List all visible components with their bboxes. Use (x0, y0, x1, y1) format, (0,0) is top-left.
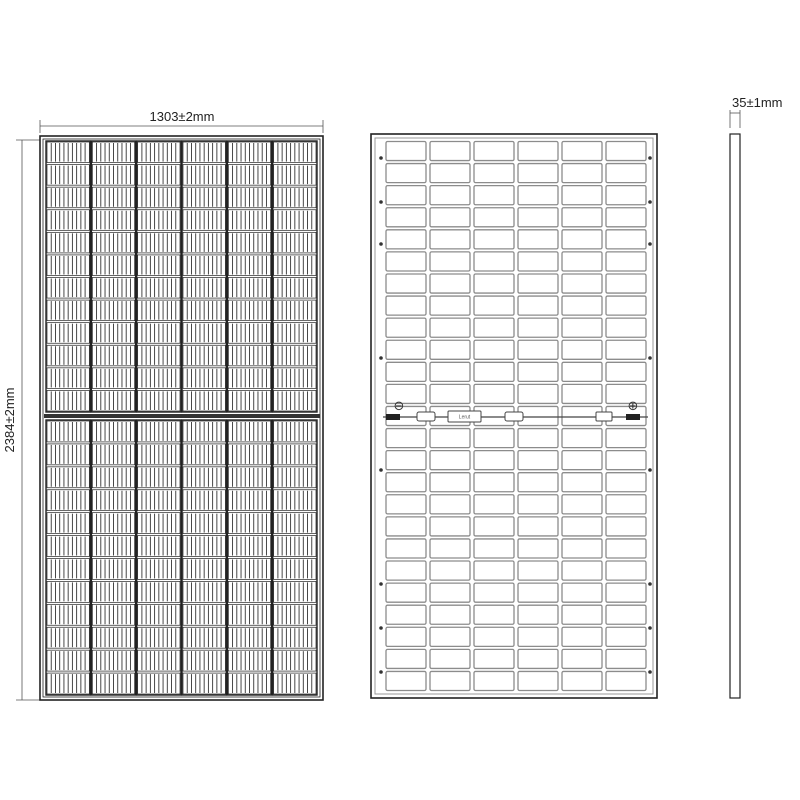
thickness-dimension (730, 95, 782, 128)
back-cell-outline (474, 429, 514, 448)
back-cell-outline (562, 252, 602, 271)
back-cell-outline (562, 539, 602, 558)
negative-connector (386, 414, 400, 420)
back-cell-outline (386, 142, 426, 161)
back-cell-outline (430, 142, 470, 161)
back-cell-outline (430, 340, 470, 359)
back-cell-outline (606, 473, 646, 492)
back-cell-outline (386, 517, 426, 536)
back-cell-outline (474, 164, 514, 183)
mounting-hole (648, 356, 652, 360)
mounting-hole (648, 200, 652, 204)
back-cell-outline (606, 362, 646, 381)
back-cell-outline (562, 384, 602, 403)
back-cell-outline (518, 539, 558, 558)
back-cell-outline (474, 627, 514, 646)
height-dimension (2, 140, 40, 700)
back-cell-outline (606, 164, 646, 183)
back-cell-outline (606, 340, 646, 359)
back-cell-outline (606, 208, 646, 227)
back-cell-outline (518, 583, 558, 602)
back-cell-outline (606, 539, 646, 558)
back-cell-outline (474, 671, 514, 690)
back-cell-outline (562, 186, 602, 205)
back-cell-outline (430, 539, 470, 558)
back-cell-outline (606, 561, 646, 580)
back-cell-outline (474, 208, 514, 227)
back-cell-outline (606, 671, 646, 690)
back-cell-outline (430, 495, 470, 514)
back-cell-outline (386, 384, 426, 403)
back-view-panel (371, 134, 657, 698)
back-cell-outline (562, 164, 602, 183)
back-cell-outline (386, 649, 426, 668)
back-cell-outline (562, 473, 602, 492)
back-cell-outline (386, 252, 426, 271)
back-cell-outline (430, 362, 470, 381)
back-cell-outline (606, 230, 646, 249)
back-cell-outline (474, 539, 514, 558)
back-cell-outline (474, 340, 514, 359)
back-cell-outline (562, 429, 602, 448)
back-cell-outline (562, 208, 602, 227)
back-cell-outline (386, 495, 426, 514)
back-cell-outline (430, 627, 470, 646)
cable-harness (383, 411, 648, 422)
back-cell-outline (474, 561, 514, 580)
back-cell-outline (606, 451, 646, 470)
back-cell-outline (518, 384, 558, 403)
back-cell-outline (562, 142, 602, 161)
back-cell-outline (430, 517, 470, 536)
back-cell-outline (562, 517, 602, 536)
back-cell-outline (386, 164, 426, 183)
positive-connector-body (596, 412, 612, 421)
back-cell-outline (606, 429, 646, 448)
front-view-panel (40, 136, 323, 700)
mounting-hole (379, 626, 383, 630)
back-cell-outline (562, 274, 602, 293)
back-cell-outline (386, 451, 426, 470)
back-cell-outline (518, 473, 558, 492)
back-cell-outline (518, 164, 558, 183)
back-cell-outline (518, 451, 558, 470)
back-cell-outline (430, 429, 470, 448)
junction-box-label: Lerut (458, 414, 471, 421)
mounting-hole (648, 670, 652, 674)
back-cell-outline (386, 208, 426, 227)
back-cell-outline (606, 318, 646, 337)
back-cell-outline (518, 649, 558, 668)
width-label: 1303±2mm (149, 109, 215, 124)
back-cell-outline (430, 671, 470, 690)
back-cell-outline (474, 142, 514, 161)
back-cell-outline (386, 340, 426, 359)
back-cell-outline (606, 252, 646, 271)
back-cell-outline (430, 274, 470, 293)
back-cell-outline (474, 362, 514, 381)
mounting-hole (379, 242, 383, 246)
mounting-hole (379, 582, 383, 586)
back-cell-outline (430, 318, 470, 337)
back-cell-outline (430, 605, 470, 624)
back-cell-outline (386, 230, 426, 249)
back-cell-outline (606, 274, 646, 293)
back-cell-outline (474, 649, 514, 668)
back-cell-outline (518, 495, 558, 514)
back-cell-outline (386, 561, 426, 580)
thickness-label: 35±1mm (732, 95, 783, 110)
back-cell-outline (430, 252, 470, 271)
back-cell-outline (606, 296, 646, 315)
back-cell-outline (562, 362, 602, 381)
side-frame (730, 134, 740, 698)
back-cell-outline (562, 230, 602, 249)
back-cell-outline (386, 318, 426, 337)
back-cell-outline (518, 340, 558, 359)
back-cell-outline (386, 274, 426, 293)
back-cell-outline (430, 164, 470, 183)
back-cell-outline (562, 649, 602, 668)
back-cell-outline (474, 384, 514, 403)
back-cell-outline (518, 208, 558, 227)
back-cell-outline (518, 252, 558, 271)
back-cell-outline (606, 384, 646, 403)
back-cell-outline (606, 186, 646, 205)
junction-box-left (417, 412, 435, 421)
back-cell-outline (562, 318, 602, 337)
back-cell-outline (518, 627, 558, 646)
back-cell-outline (562, 671, 602, 690)
back-cell-outline (606, 605, 646, 624)
mounting-hole (648, 468, 652, 472)
back-cell-outline (386, 296, 426, 315)
back-cell-outline (606, 142, 646, 161)
positive-terminal-icon: ⊕ (627, 399, 639, 414)
back-cell-outline (386, 473, 426, 492)
mounting-hole (379, 356, 383, 360)
back-cell-outline (430, 649, 470, 668)
back-cell-outline (474, 473, 514, 492)
mounting-hole (379, 156, 383, 160)
back-cell-outline (518, 406, 558, 425)
back-cell-outline (518, 230, 558, 249)
back-cell-outline (562, 451, 602, 470)
junction-box-right (505, 412, 523, 421)
positive-connector (626, 414, 640, 420)
back-cell-outline (474, 186, 514, 205)
back-cell-outline (518, 429, 558, 448)
height-label: 2384±2mm (2, 387, 17, 453)
mounting-hole (648, 156, 652, 160)
back-cell-outline (518, 671, 558, 690)
back-cell-outline (562, 627, 602, 646)
back-cell-outline (606, 649, 646, 668)
back-cell-outline (386, 539, 426, 558)
mounting-hole (648, 242, 652, 246)
back-cell-outline (430, 208, 470, 227)
back-cell-outline (606, 517, 646, 536)
back-cell-outline (518, 605, 558, 624)
back-cell-outline (562, 561, 602, 580)
back-cell-outline (430, 230, 470, 249)
back-cell-outline (430, 473, 470, 492)
back-cell-outline (474, 318, 514, 337)
back-cell-outline (386, 605, 426, 624)
back-cell-outline (430, 583, 470, 602)
back-cell-outline (430, 296, 470, 315)
back-cell-outline (518, 561, 558, 580)
back-cell-outline (606, 627, 646, 646)
back-cell-outline (562, 296, 602, 315)
back-cell-outline (430, 186, 470, 205)
back-cell-outline (386, 627, 426, 646)
back-cell-outline (386, 186, 426, 205)
mounting-hole (648, 582, 652, 586)
back-cell-outline (430, 384, 470, 403)
back-cell-outline (474, 230, 514, 249)
back-cell-outline (518, 296, 558, 315)
mounting-hole (379, 200, 383, 204)
mounting-hole (379, 670, 383, 674)
back-cell-outline (430, 561, 470, 580)
mounting-hole (648, 626, 652, 630)
back-cell-outline (474, 517, 514, 536)
back-cell-outline (386, 429, 426, 448)
back-cell-outline (606, 495, 646, 514)
back-cell-outline (386, 583, 426, 602)
back-cell-outline (474, 252, 514, 271)
back-cell-outline (562, 605, 602, 624)
negative-terminal-icon: ⊖ (393, 399, 405, 414)
front-center-busbar (44, 414, 320, 418)
back-cell-outline (562, 340, 602, 359)
side-view-panel (730, 134, 740, 698)
back-cell-outline (518, 318, 558, 337)
mounting-hole (379, 468, 383, 472)
back-cell-outline (386, 671, 426, 690)
back-cell-outline (562, 583, 602, 602)
back-cell-outline (386, 362, 426, 381)
back-cell-outline (430, 451, 470, 470)
back-cell-outline (606, 583, 646, 602)
back-cell-outline (474, 495, 514, 514)
back-cell-outline (518, 274, 558, 293)
back-cell-outline (474, 605, 514, 624)
back-cell-outline (474, 583, 514, 602)
back-cell-outline (474, 451, 514, 470)
width-dimension (40, 109, 323, 133)
back-cell-outline (518, 142, 558, 161)
back-cell-outline (474, 274, 514, 293)
back-cell-outline (518, 186, 558, 205)
back-cell-outline (562, 495, 602, 514)
back-cell-outline (518, 517, 558, 536)
back-cell-outline (474, 296, 514, 315)
back-cell-outline (518, 362, 558, 381)
